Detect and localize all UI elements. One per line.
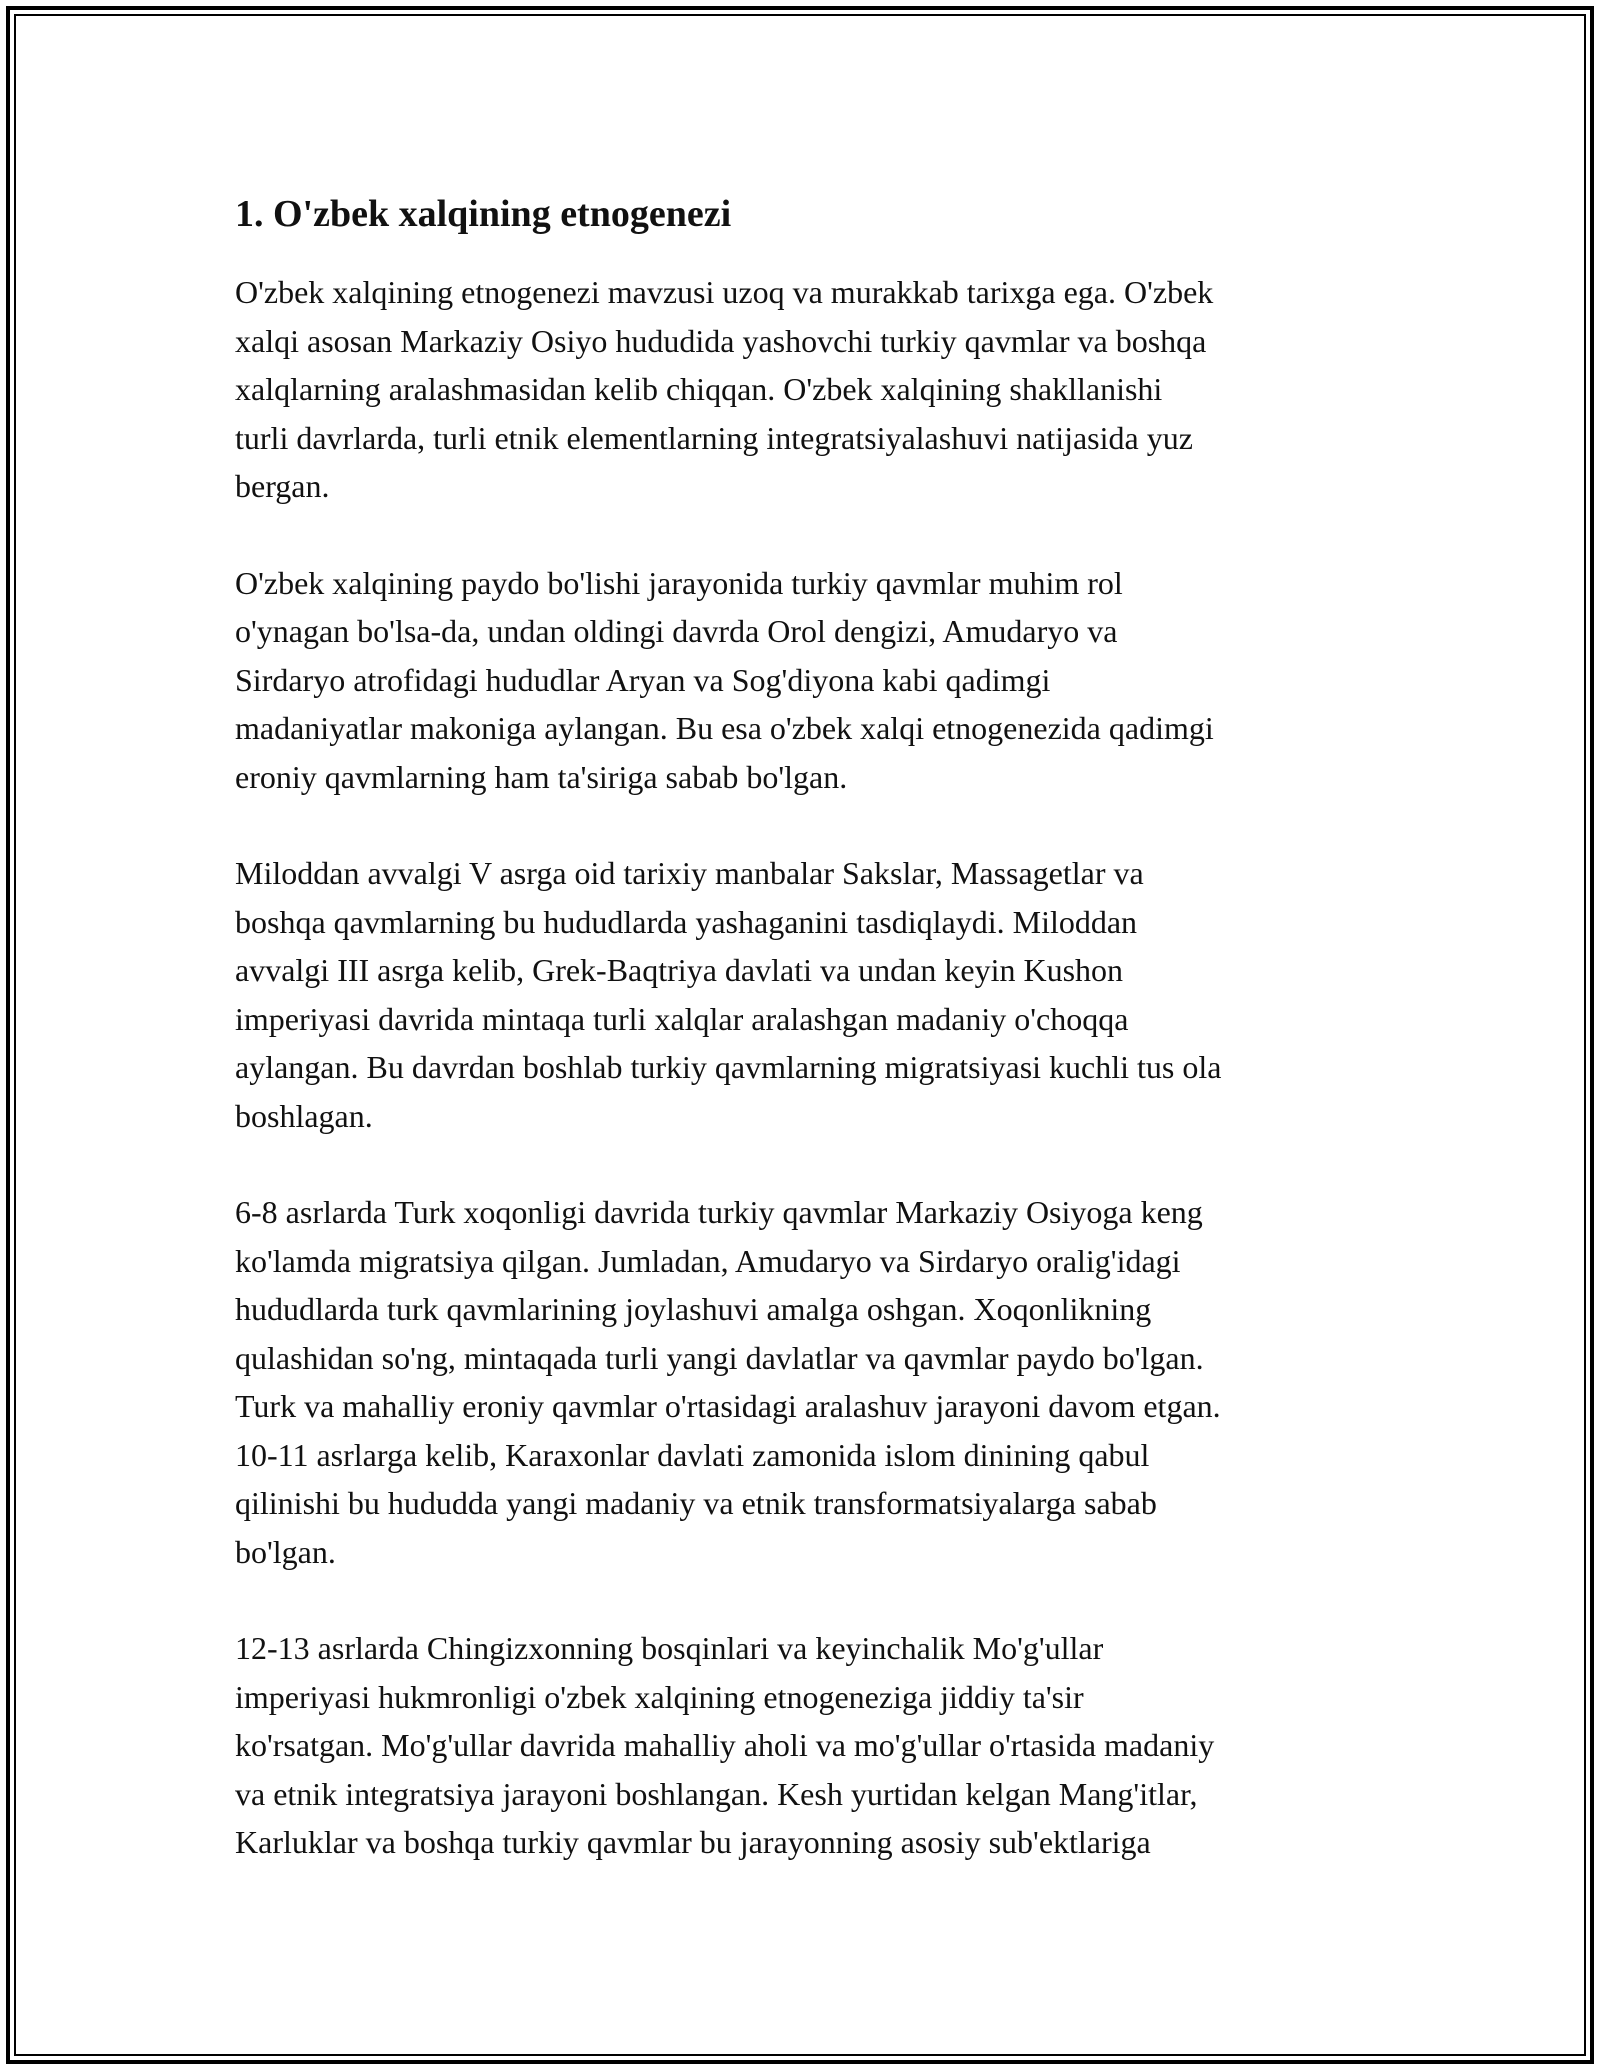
paragraph-1: O'zbek xalqining etnogenezi mavzusi uzoq va murakkab tarixga ega. O'zbek xalqi asosan Markaziy Osiyo hududida yashovchi turkiy qavmlar va boshqa xalqlarning aralashmasidan kelib chiqqan. O'zbek xalqining shakllanishi turli davrlarda, turli etnik elementlarning integratsiyalashuvi natijasida yuz bergan. bbox=[235, 274, 1214, 504]
paragraph-4: 6-8 asrlarda Turk xoqonligi davrida turkiy qavmlar Markaziy Osiyoga keng ko'lamda migratsiya qilgan. Jumladan, Amudaryo va Sirdaryo oralig'idagi hududlarda turk qavmlarining joylashuvi amalga oshgan. Xoqonlikning qulashidan so'ng, mintaqada turli yangi davlatlar va qavmlar paydo bo'lgan. Turk va mahalliy eroniy qavmlar o'rtasidagi aralashuv jarayoni davom etgan. 10-11 asrlarga kelib, Karaxonlar davlati zamonida islom dinining qabul qilinishi bu hududda yangi madaniy va etnik transformatsiyalarga sabab bo'lgan. bbox=[235, 1194, 1221, 1570]
paragraph-3: Miloddan avvalgi V asrga oid tarixiy manbalar Sakslar, Massagetlar va boshqa qavmlarning bu hududlarda yashaganini tasdiqlaydi. Miloddan avvalgi III asrga kelib, Grek-Baqtriya davlati va undan keyin Kushon imperiyasi davrida mintaqa turli xalqlar aralashgan madaniy o'choqqa aylangan. Bu davrdan boshlab turkiy qavmlarning migratsiyasi kuchli tus ola boshlagan. bbox=[235, 855, 1222, 1134]
paragraph-5: 12-13 asrlarda Chingizxonning bosqinlari va keyinchalik Mo'g'ullar imperiyasi hukmronligi o'zbek xalqining etnogeneziga jiddiy ta'sir ko'rsatgan. Mo'g'ullar davrida mahalliy aholi va mo'g'ullar o'rtasida madaniy va etnik integratsiya jarayoni boshlangan. Kesh yurtidan kelgan Mang'itlar, Karluklar va boshqa turkiy qavmlar bu jarayonning asosiy sub'ektlariga bbox=[235, 1630, 1215, 1860]
section-heading: 1. O'zbek xalqining etnogenezi bbox=[235, 193, 732, 235]
document-body bbox=[235, 186, 1375, 1915]
paragraph-2: O'zbek xalqining paydo bo'lishi jarayonida turkiy qavmlar muhim rol o'ynagan bo'lsa-da, undan oldingi davrda Orol dengizi, Amudaryo va Sirdaryo atrofidagi hududlar Aryan va Sog'diyona kabi qadimgi madaniyatlar makoniga aylangan. Bu esa o'zbek xalqi etnogenezida qadimgi eroniy qavmlarning ham ta'siriga sabab bo'lgan. bbox=[235, 564, 1214, 795]
